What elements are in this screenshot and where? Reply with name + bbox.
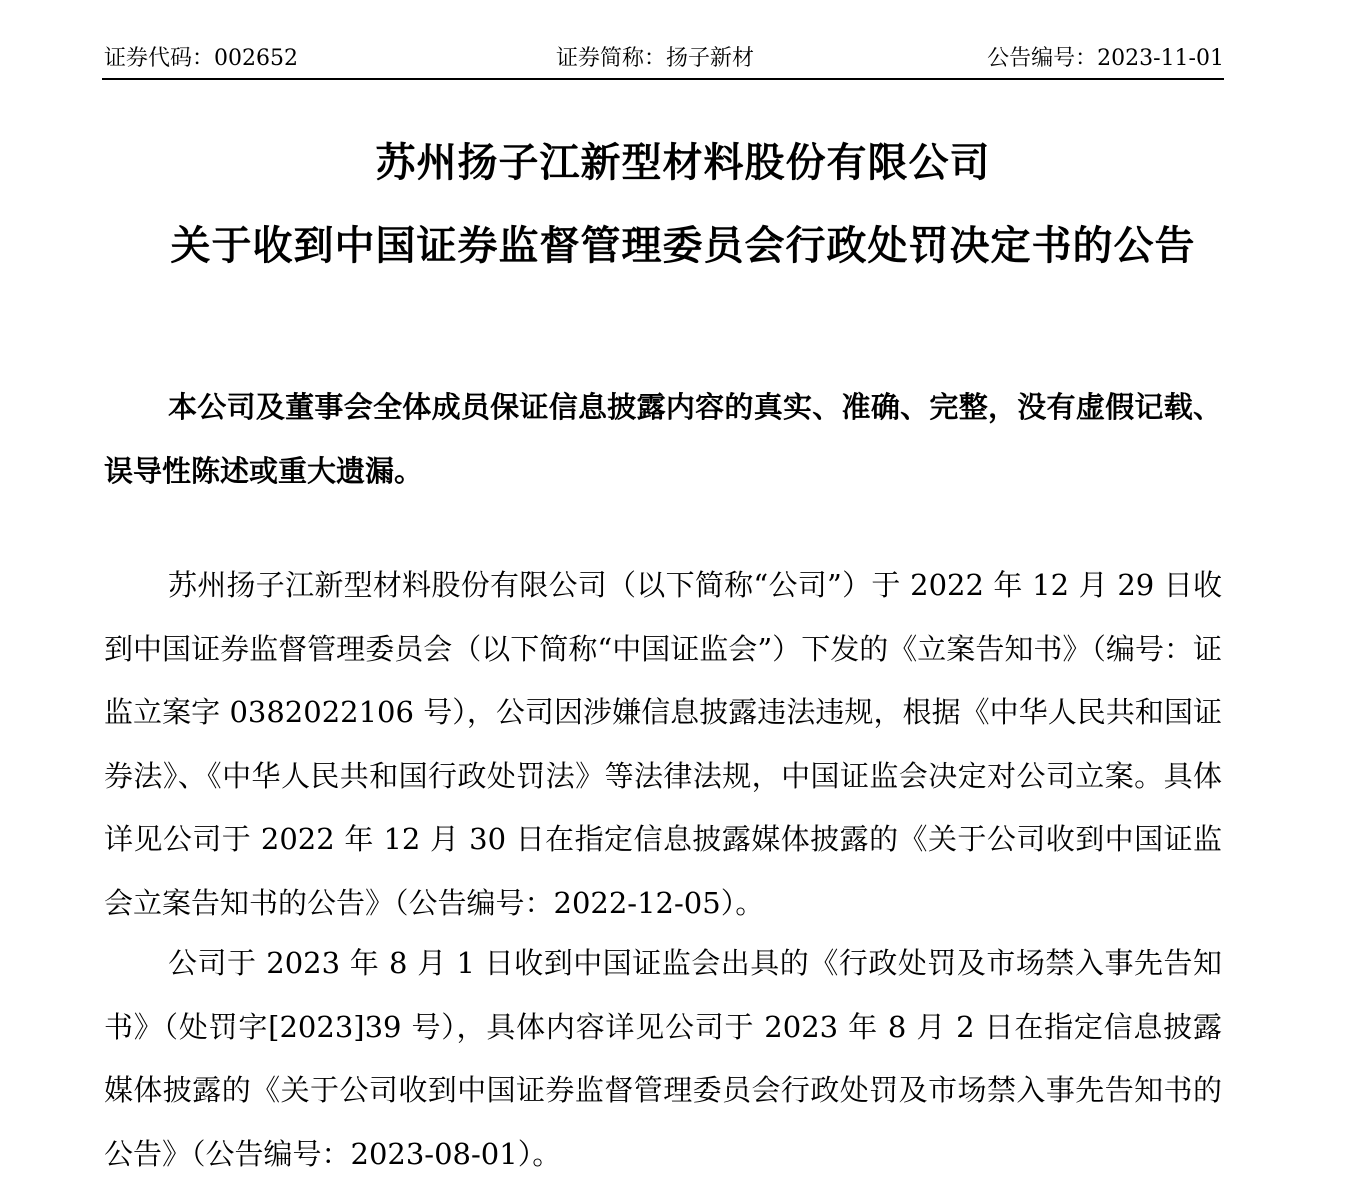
announcement-title: 关于收到中国证券监督管理委员会行政处罚决定书的公告 (170, 222, 1196, 269)
company-title: 苏州扬子江新型材料股份有限公司 (375, 139, 991, 186)
stock-code: 证券代码：002652 (104, 46, 298, 71)
board-statement: 本公司及董事会全体成员保证信息披露内容的真实、准确、完整，没有虚假记载、误导性陈述或重大遗漏。 (104, 390, 1222, 488)
body-paragraph-1: 苏州扬子江新型材料股份有限公司（以下简称“公司”）于 2022 年 12 月 29 日收到中国证券监督管理委员会（以下简称“中国证监会”）下发的《立案告知书》（编号：证监立案字 0382022106 号），公司因涉嫌信息披露违法违规，根据《中华人民共和国证券法》、《中华人民共和国行政处罚法》等法律法规，中国证监会决定对公司立案。具体详见公司于 2022 年 12 月 30 日在指定信息披露媒体披露的《关于公司收到中国证监会立案告知书的公告》（公告编号：2022-12-05）。 (104, 568, 1222, 920)
stock-short-name: 证券简称：扬子新材 (556, 46, 755, 71)
page-header (102, 44, 1224, 80)
body-paragraph-2: 公司于 2023 年 8 月 1 日收到中国证监会出具的《行政处罚及市场禁入事先告知书》（处罚字[2023]39 号），具体内容详见公司于 2023 年 8 月 2 日在指定信息披露媒体披露的《关于公司收到中国证券监督管理委员会行政处罚及市场禁入事先告知书的公告》（公告编号：2023-08-01）。 (104, 946, 1222, 1171)
announcement-number: 公告编号：2023-11-01 (987, 46, 1224, 71)
